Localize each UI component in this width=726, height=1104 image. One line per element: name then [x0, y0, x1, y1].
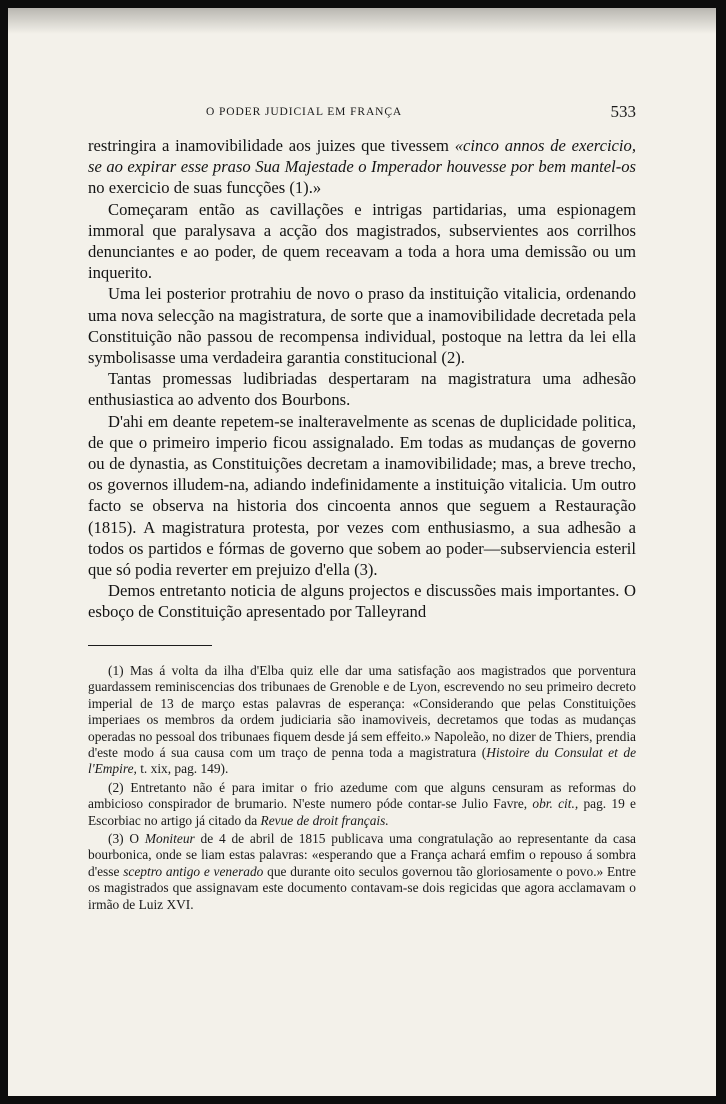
- citation-italic: obr. cit.,: [532, 796, 579, 812]
- footnote-separator: [88, 645, 212, 646]
- citation-italic: sceptro antigo e venerado: [123, 863, 264, 879]
- text-run: (1) Mas á volta da ilha d'Elba quiz elle dar uma satisfação aos magistrados que porventura guardassem reminiscencias dos tribunaes de Grenoble e de Lyon, escrevendo no seu primeiro decreto imperial de 13 de março estas palavras de esperança: «Considerando que pelas Constituições imperiaes os membros da ordem judiciaria são inamoviveis, decretamos que todas as mudanças operadas no pessoal dos tribunaes fiquem desde já sem effeito.» Napoleão, no dizer de Thiers, prendia d'este modo á sua causa com um traço de penna toda a magistratura (: [88, 663, 636, 761]
- running-title: O PODER JUDICIAL EM FRANÇA: [206, 106, 403, 118]
- page-number: 533: [610, 102, 636, 121]
- paragraph: Uma lei posterior protrahiu de novo o praso da instituição vitalicia, ordenando uma nova selecção na magistratura, de sorte que a inamovibilidade decretada pela Constituição não passou de recompensa individual, postoque na lettra da lei ella symbolisasse uma verdadeira garantia constitucional (2).: [88, 284, 636, 368]
- text-run: (3) O: [108, 831, 145, 847]
- paragraph: Tantas promessas ludibriadas despertaram na magistratura uma adhesão enthusiastica ao advento dos Bourbons.: [88, 369, 636, 410]
- text-run: restringira a inamovibilidade aos juizes que tivessem: [88, 136, 455, 155]
- quoted-decree-italic: «cinco annos de exercicio, se ao expirar esse praso Sua Majestade o Imperador houvesse por bem mantel-os: [88, 136, 636, 177]
- paragraph: Começaram então as cavillações e intrigas partidarias, uma espionagem immoral que paralysava a acção dos magistrados, subservientes aos corrilhos denunciantes e ao poder, de quem receavam a toda a hora uma demissão ou um inquerito.: [88, 199, 636, 283]
- page-header: [88, 104, 636, 126]
- book-page: [8, 8, 716, 1096]
- footnote-1: [88, 663, 636, 778]
- text-run: que durante oito seculos governou tão gloriosamente o povo.» Entre os magistrados que assignavam este documento contavam-se dois regicidas que agora acclamavam o irmão de Luiz XVI.: [88, 863, 636, 912]
- paragraph: D'ahi em deante repetem-se inalteravelmente as scenas de duplicidade politica, de que o primeiro imperio ficou assignalado. Em todas as mudanças de governo ou de dynastia, as Constituições decretam a inamovibilidade; mas, a breve trecho, os governos illudem-na, adiando indefinidamente a instituição vitalicia. Um outro facto se observa na historia dos cincoenta annos que seguem a Restauração (1815). A magistratura protesta, por vezes com enthusiasmo, a sua adhesão a todos os partidos e fórmas de governo que sobem ao poder—subserviencia esteril que só podia reverter em prejuizo d'ella (3).: [88, 411, 636, 580]
- paragraph: Demos entretanto noticia de alguns projectos e discussões mais importantes. O esboço de Constituição apresentado por Talleyrand: [88, 581, 636, 622]
- main-text: [88, 135, 636, 623]
- text-run: (2) Entretanto não é para imitar o frio azedume com que alguns censuram as reformas do ambicioso conspirador de brumario. N'este numero póde contar-se Julio Favre,: [88, 779, 636, 812]
- paragraph: [88, 135, 636, 199]
- footnotes: [88, 663, 636, 913]
- footnote-2: [88, 780, 636, 829]
- text-run: t. xix, pag. 149).: [136, 761, 229, 777]
- footnote-3: [88, 831, 636, 913]
- citation-italic: Moniteur: [144, 831, 195, 847]
- text-run: no exercicio de suas funcções (1).»: [88, 178, 322, 198]
- text-run: de 4 de abril de 1815 publicava uma congratulação ao representante da casa bourbonica, onde se liam estas palavras: «esperando que a França achará emfim o repouso á sombra d'esse: [88, 831, 636, 879]
- citation-italic: Revue de droit français.: [260, 812, 389, 828]
- text-run: pag. 19 e Escorbiac no artigo já citado da: [88, 796, 636, 828]
- citation-italic: Histoire du Consulat et de l'Empire,: [88, 745, 637, 777]
